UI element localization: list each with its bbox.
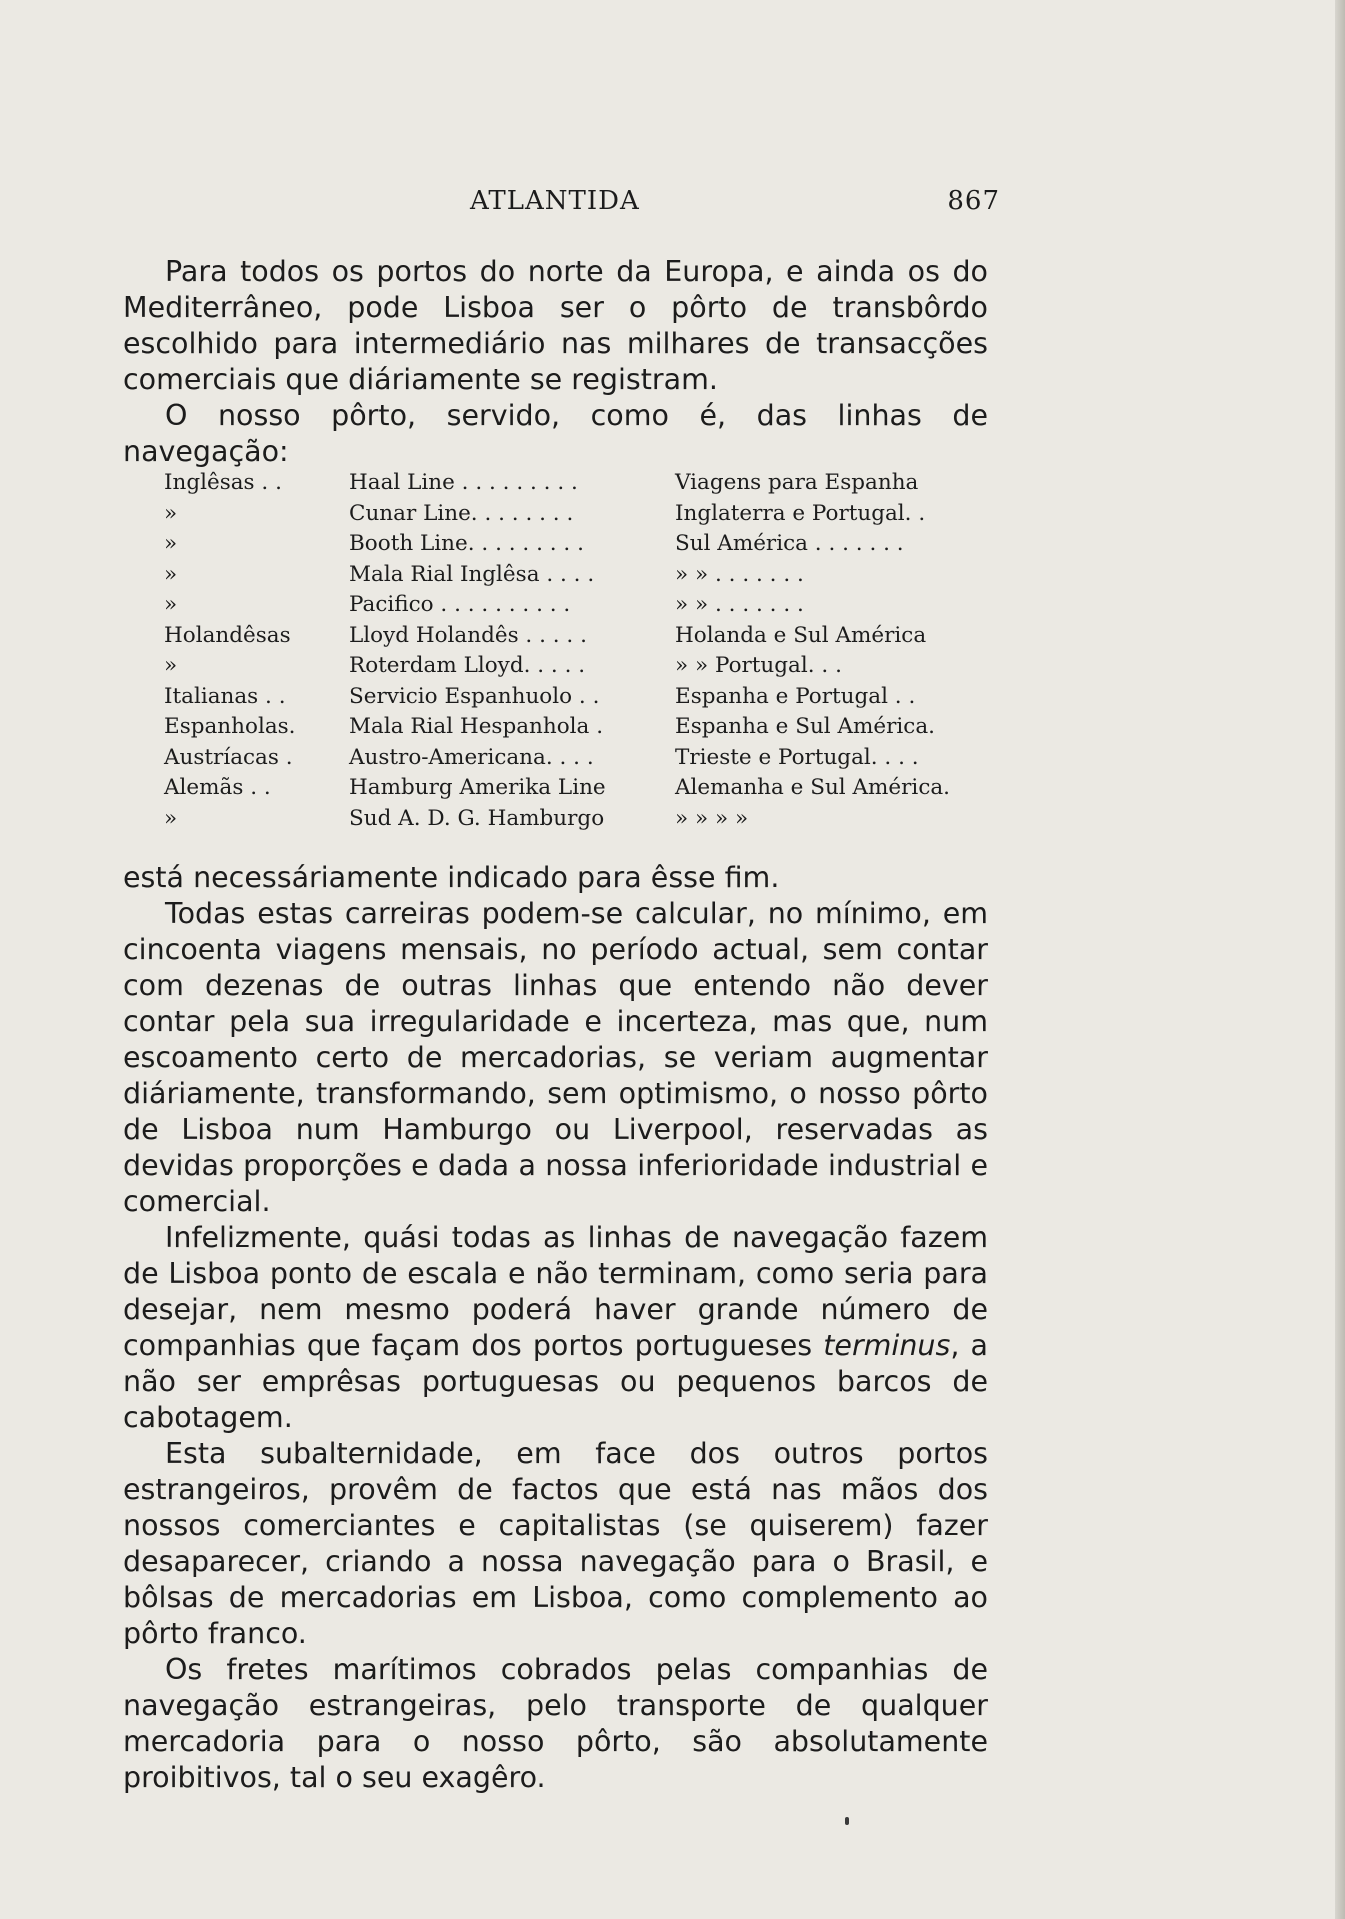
nationality-cell: » <box>164 592 178 617</box>
text-block-top <box>123 254 988 470</box>
line-name-cell: Servicio Espanhuolo . . <box>349 683 600 709</box>
nationality-cell: » <box>164 653 178 678</box>
route-cell: Alemanha e Sul América. <box>675 775 951 800</box>
table-row <box>158 499 965 530</box>
line-name-cell: Sud A. D. G. Hamburgo <box>349 805 605 831</box>
line-name-cell: Pacifico . . . . . . . . . . <box>349 592 571 617</box>
line-name-cell: Roterdam Lloyd. . . . . <box>349 653 586 678</box>
nationality-cell: » <box>164 531 178 556</box>
route-cell: » » . . . . . . . <box>675 561 804 587</box>
table-row <box>158 560 965 591</box>
paragraph: Os fretes marítimos cobrados pelas companhias de navegação estrangeiras, pelo transporte de qualquer mercadoria para o nosso pôrto, são absolutamente proibitivos, tal o seu exagêro. <box>123 1653 988 1794</box>
nationality-cell: Holandêsas <box>164 622 291 648</box>
nationality-cell: Inglêsas . . <box>164 470 282 495</box>
table-row <box>158 468 965 499</box>
nationality-cell: » <box>164 805 178 831</box>
route-cell: » » Portugal. . . <box>675 653 842 678</box>
page-edge <box>1335 0 1345 1919</box>
paragraph: Todas estas carreiras podem-se calcular, no mínimo, em cincoenta viagens mensais, no período actual, sem contar com dezenas de outras linhas que entendo não dever contar pela sua irregularidade e incerteza, mas que, num escoamento certo de mercadorias, se veriam augmentar diáriamente, transformando, sem optimismo, o nosso pôrto de Lisboa num Hamburgo ou Liverpool, reservadas as devidas proporções e dada a nossa inferioridade industrial e comercial. <box>123 897 988 1218</box>
route-cell: Espanha e Portugal . . <box>675 683 916 709</box>
line-name-cell: Mala Rial Hespanhola . <box>349 714 604 739</box>
page-number: 867 <box>947 186 1000 216</box>
route-cell: Sul América . . . . . . . <box>675 531 904 556</box>
paragraph: Esta subalternidade, em face dos outros portos estrangeiros, provêm de factos que está nas mãos dos nossos comerciantes e capitalistas (se quiserem) fazer desaparecer, criando a nossa navegação para o Brasil, e bôlsas de mercadorias em Lisboa, como complemento ao pôrto franco. <box>123 1437 988 1650</box>
route-cell: Trieste e Portugal. . . . <box>675 744 919 770</box>
table-row <box>158 682 965 713</box>
line-name-cell: Booth Line. . . . . . . . . <box>349 531 584 556</box>
line-name-cell: Lloyd Holandês . . . . . <box>349 622 587 648</box>
paragraph: Infelizmente, quási todas as linhas de navegação fazem de Lisboa ponto de escala e não terminam, como seria para desejar, nem mesmo poderá haver grande número de companhias que façam dos portos portugueses terminus, a não ser emprêsas portuguesas ou pequenos barcos de cabotagem. <box>123 1221 988 1434</box>
nationality-cell: » <box>164 561 178 587</box>
table-row <box>158 804 965 835</box>
nationality-cell: Austríacas . <box>164 744 293 770</box>
line-name-cell: Hamburg Amerika Line <box>349 775 606 800</box>
nationality-cell: Alemãs . . <box>164 775 271 800</box>
route-cell: Holanda e Sul América <box>675 622 927 648</box>
line-name-cell: Mala Rial Inglêsa . . . . <box>349 561 595 587</box>
shipping-lines-table <box>158 468 965 834</box>
table-row <box>158 621 965 652</box>
table-row <box>158 529 965 560</box>
nationality-cell: Espanholas. <box>164 714 296 739</box>
route-cell: » » . . . . . . . <box>675 592 804 617</box>
text-block-bottom <box>123 860 988 1796</box>
nationality-cell: Italianas . . <box>164 683 286 709</box>
paragraph: O nosso pôrto, servido, como é, das linhas de navegação: <box>123 399 988 468</box>
table-row <box>158 590 965 621</box>
table-row <box>158 712 965 743</box>
route-cell: Viagens para Espanha <box>675 470 919 495</box>
table-row <box>158 773 965 804</box>
paragraph: Para todos os portos do norte da Europa, e ainda os do Mediterrâneo, pode Lisboa ser o pôrto de transbôrdo escolhido para intermediário nas milhares de transacções comerciais que diáriamente se registram. <box>123 255 988 396</box>
ink-speck <box>845 1817 849 1825</box>
running-header <box>470 186 1000 226</box>
running-title: ATLANTIDA <box>470 186 640 216</box>
route-cell: Espanha e Sul América. <box>675 714 935 739</box>
table-row <box>158 743 965 774</box>
route-cell: Inglaterra e Portugal. . <box>675 500 926 526</box>
paragraph: está necessáriamente indicado para êsse fim. <box>123 861 780 894</box>
line-name-cell: Austro-Americana. . . . <box>349 744 594 770</box>
route-cell: » » » » <box>675 805 749 831</box>
table-row <box>158 651 965 682</box>
line-name-cell: Cunar Line. . . . . . . . <box>349 500 574 526</box>
nationality-cell: » <box>164 500 178 526</box>
line-name-cell: Haal Line . . . . . . . . . <box>349 470 578 495</box>
